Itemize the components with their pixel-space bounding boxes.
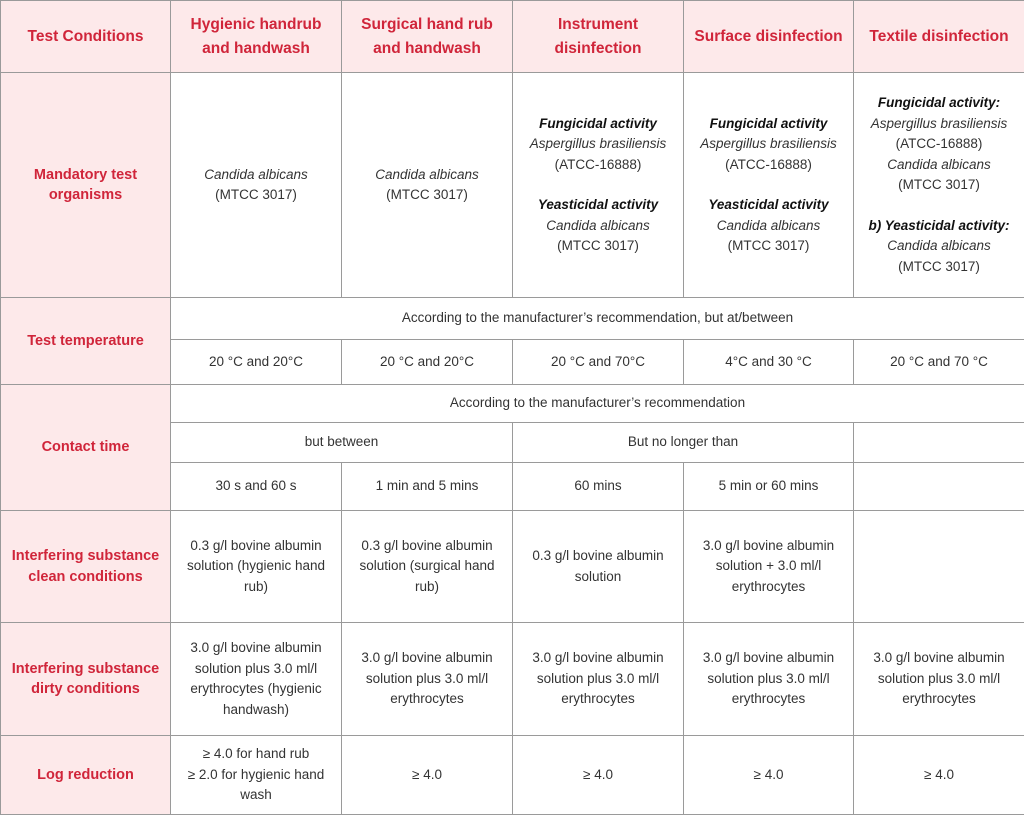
cell-organisms-hygienic — [171, 73, 342, 298]
col-surface: Surface disinfection — [684, 1, 854, 73]
dirty-value: 3.0 g/l bovine albumin solution plus 3.0 ml/l erythrocytes — [684, 623, 854, 736]
col-instrument: Instrument disinfection — [513, 1, 684, 73]
dirty-row — [1, 623, 1024, 736]
organism-species: Aspergillus brasiliensis — [692, 134, 845, 155]
contact-group-between: but between — [171, 423, 513, 463]
temperature-value: 20 °C and 70 °C — [854, 340, 1024, 385]
temperature-value: 20 °C and 20°C — [342, 340, 513, 385]
clean-row — [1, 511, 1024, 623]
yeasticidal-title: Yeasticidal activity — [692, 195, 845, 216]
col-test-conditions: Test Conditions — [1, 1, 171, 73]
organism-species: Candida albicans — [179, 165, 333, 186]
clean-value: 3.0 g/l bovine albumin solution + 3.0 ml/l erythrocytes — [684, 511, 854, 623]
temperature-value: 4°C and 30 °C — [684, 340, 854, 385]
fungicidal-title: Fungicidal activity — [521, 114, 675, 135]
yeasticidal-title: b) Yeasticidal activity: — [862, 216, 1016, 237]
contact-value: 5 min or 60 mins — [684, 463, 854, 511]
fungicidal-title: Fungicidal activity — [692, 114, 845, 135]
clean-value: 0.3 g/l bovine albumin solution — [513, 511, 684, 623]
contact-group-longer: But no longer than — [513, 423, 854, 463]
log-value-hygienic — [171, 736, 342, 815]
log-line: ≥ 2.0 for hygienic hand wash — [179, 765, 333, 806]
cell-organisms-surgical — [342, 73, 513, 298]
row-label-organisms: Mandatory test organisms — [1, 73, 171, 298]
organism-strain: (MTCC 3017) — [862, 257, 1016, 278]
dirty-value: 3.0 g/l bovine albumin solution plus 3.0 ml/l erythrocytes (hygienic handwash) — [171, 623, 342, 736]
contact-value — [854, 463, 1024, 511]
row-label-log: Log reduction — [1, 736, 171, 815]
log-value: ≥ 4.0 — [513, 736, 684, 815]
organism-strain: (MTCC 3017) — [521, 236, 675, 257]
log-value: ≥ 4.0 — [854, 736, 1024, 815]
row-label-clean: Interfering substance clean conditions — [1, 511, 171, 623]
log-row — [1, 736, 1024, 815]
yeasticidal-title: Yeasticidal activity — [521, 195, 675, 216]
temperature-note-row — [1, 298, 1024, 340]
cell-organisms-textile — [854, 73, 1024, 298]
organism-species: Aspergillus brasiliensis — [521, 134, 675, 155]
contact-value: 60 mins — [513, 463, 684, 511]
row-label-contact-time: Contact time — [1, 385, 171, 511]
col-textile: Textile disinfection — [854, 1, 1024, 73]
contact-value: 30 s and 60 s — [171, 463, 342, 511]
organism-strain: (MTCC 3017) — [692, 236, 845, 257]
dirty-value: 3.0 g/l bovine albumin solution plus 3.0 ml/l erythrocytes — [513, 623, 684, 736]
row-label-dirty: Interfering substance dirty conditions — [1, 623, 171, 736]
organism-strain: (ATCC-16888) — [862, 134, 1016, 155]
organism-strain: (MTCC 3017) — [350, 185, 504, 206]
log-value: ≥ 4.0 — [342, 736, 513, 815]
col-surgical: Surgical hand rub and handwash — [342, 1, 513, 73]
row-label-temperature: Test temperature — [1, 298, 171, 385]
organism-strain: (ATCC-16888) — [521, 155, 675, 176]
cell-organisms-instrument — [513, 73, 684, 298]
header-row — [1, 1, 1024, 73]
temperature-note: According to the manufacturer’s recommendation, but at/between — [171, 298, 1024, 340]
contact-note-row — [1, 385, 1024, 423]
contact-group-empty — [854, 423, 1024, 463]
contact-note: According to the manufacturer’s recommendation — [171, 385, 1024, 423]
temperature-value: 20 °C and 20°C — [171, 340, 342, 385]
organism-species: Candida albicans — [862, 236, 1016, 257]
clean-value: 0.3 g/l bovine albumin solution (surgical hand rub) — [342, 511, 513, 623]
dirty-value: 3.0 g/l bovine albumin solution plus 3.0 ml/l erythrocytes — [854, 623, 1024, 736]
organism-species: Aspergillus brasiliensis — [862, 114, 1016, 135]
temperature-value: 20 °C and 70°C — [513, 340, 684, 385]
cell-organisms-surface — [684, 73, 854, 298]
organism-strain: (MTCC 3017) — [179, 185, 333, 206]
log-line: ≥ 4.0 for hand rub — [179, 744, 333, 765]
organisms-row — [1, 73, 1024, 298]
clean-value: 0.3 g/l bovine albumin solution (hygienic hand rub) — [171, 511, 342, 623]
organism-strain: (MTCC 3017) — [862, 175, 1016, 196]
contact-value: 1 min and 5 mins — [342, 463, 513, 511]
fungicidal-title: Fungicidal activity: — [862, 93, 1016, 114]
organism-species: Candida albicans — [521, 216, 675, 237]
col-hygienic: Hygienic handrub and handwash — [171, 1, 342, 73]
log-value: ≥ 4.0 — [684, 736, 854, 815]
dirty-value: 3.0 g/l bovine albumin solution plus 3.0 ml/l erythrocytes — [342, 623, 513, 736]
organism-species: Candida albicans — [862, 155, 1016, 176]
organism-strain: (ATCC-16888) — [692, 155, 845, 176]
organism-species: Candida albicans — [692, 216, 845, 237]
organism-species: Candida albicans — [350, 165, 504, 186]
clean-value — [854, 511, 1024, 623]
